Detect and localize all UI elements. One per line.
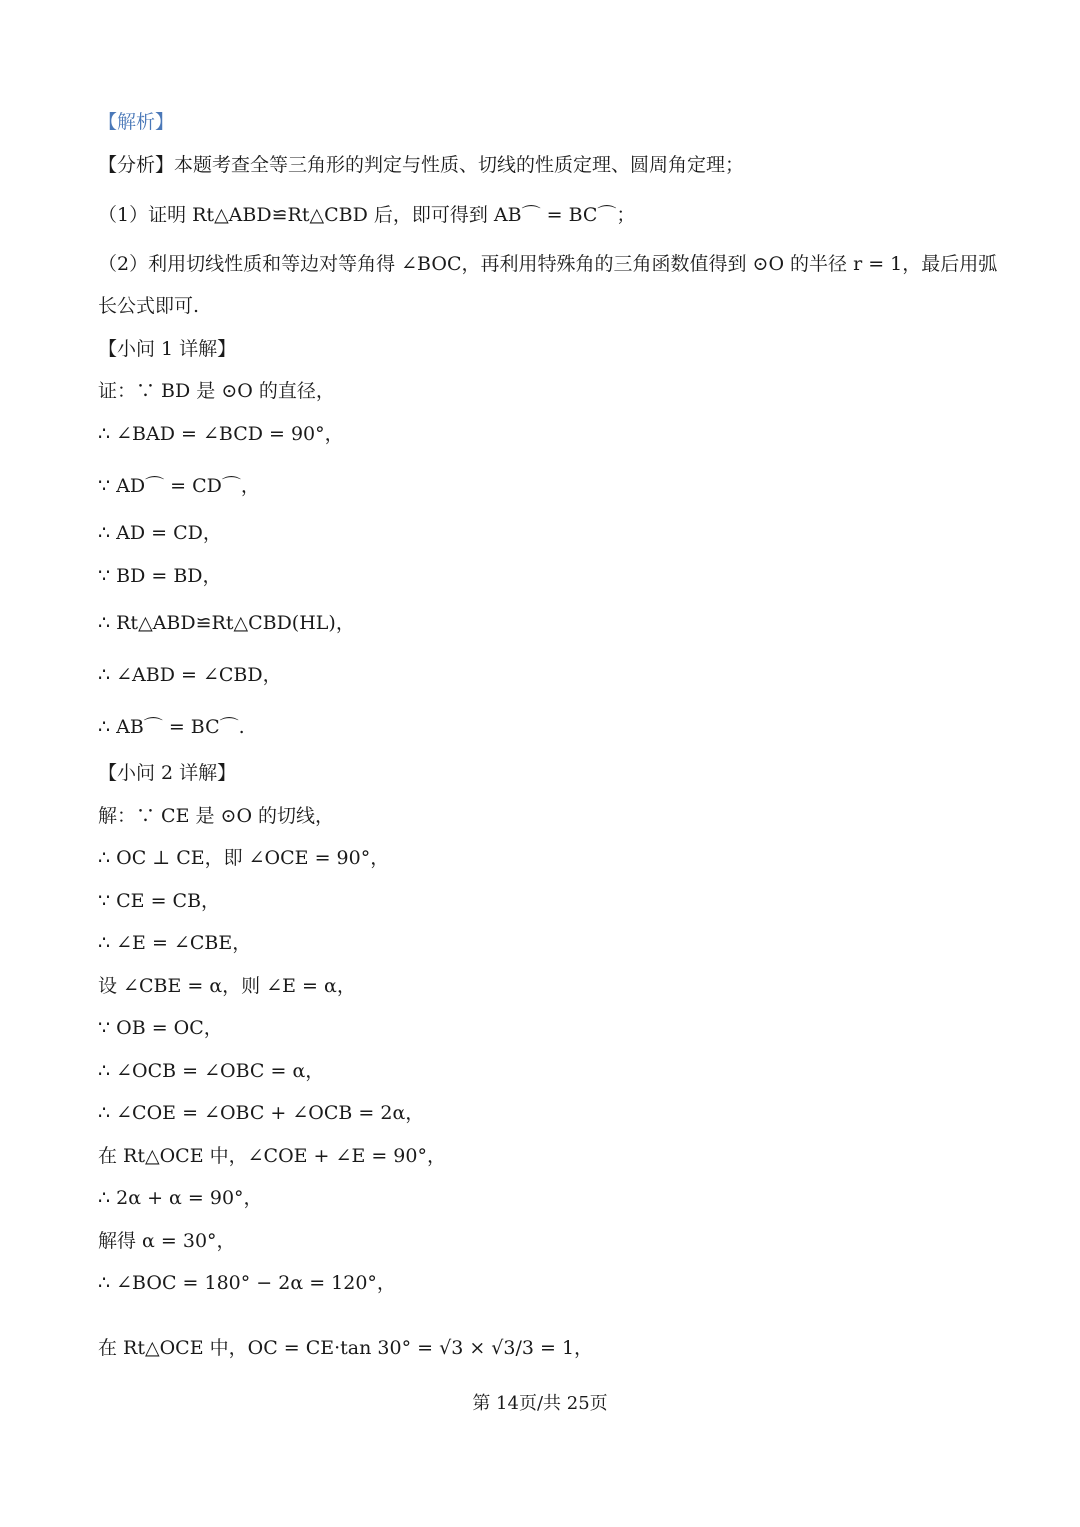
proof-line: ∵ BD = BD， [98, 565, 222, 587]
proof-line: ∴ ∠ABD = ∠CBD， [98, 664, 282, 686]
subquestion-2-heading: 【小问 2 详解】 [98, 762, 237, 784]
analysis-part-2: （2）利用切线性质和等边对等角得 ∠BOC，再利用特殊角的三角函数值得到 ⊙O 的半径 r = 1，最后用弧 [98, 253, 998, 275]
solution-line: ∴ ∠OCB = ∠OBC = α， [98, 1060, 325, 1082]
solution-line: 解：∵ CE 是 ⊙O 的切线， [98, 805, 335, 827]
proof-line: ∴ AD = CD， [98, 522, 222, 544]
solution-line: 解得 α = 30°， [98, 1230, 236, 1252]
analysis-part-1: （1）证明 Rt△ABD≌Rt△CBD 后，即可得到 AB⌒ = BC⌒； [98, 204, 636, 226]
proof-line: 证：∵ BD 是 ⊙O 的直径， [98, 380, 335, 402]
proof-line: ∵ AD⌒ = CD⌒， [98, 475, 260, 497]
solution-line: ∵ OB = OC， [98, 1017, 223, 1039]
subquestion-1-heading: 【小问 1 详解】 [98, 338, 237, 360]
section-header: 【解析】 [98, 111, 175, 133]
solution-line: 在 Rt△OCE 中，OC = CE·tan 30° = √3 × √3/3 = 1， [98, 1337, 594, 1359]
solution-line: 设 ∠CBE = α，则 ∠E = α， [98, 975, 356, 997]
proof-line: ∴ AB⌒ = BC⌒. [98, 716, 245, 738]
analysis-line: 【分析】本题考查全等三角形的判定与性质、切线的性质定理、圆周角定理； [98, 154, 745, 176]
solution-line: ∵ CE = CB， [98, 890, 221, 912]
page-footer: 第 14页/共 25页 [472, 1393, 608, 1414]
solution-line: ∴ ∠COE = ∠OBC + ∠OCB = 2α， [98, 1102, 425, 1124]
proof-line: ∴ Rt△ABD≌Rt△CBD(HL)， [98, 612, 355, 634]
analysis-part-2-cont: 长公式即可. [98, 295, 200, 317]
solution-line: ∴ OC ⊥ CE，即 ∠OCE = 90°， [98, 847, 390, 869]
proof-line: ∴ ∠BAD = ∠BCD = 90°， [98, 423, 344, 445]
solution-line: ∴ ∠BOC = 180° − 2α = 120°， [98, 1272, 396, 1294]
solution-line: ∴ ∠E = ∠CBE， [98, 932, 252, 954]
solution-line: 在 Rt△OCE 中，∠COE + ∠E = 90°， [98, 1145, 446, 1167]
solution-line: ∴ 2α + α = 90°， [98, 1187, 263, 1209]
